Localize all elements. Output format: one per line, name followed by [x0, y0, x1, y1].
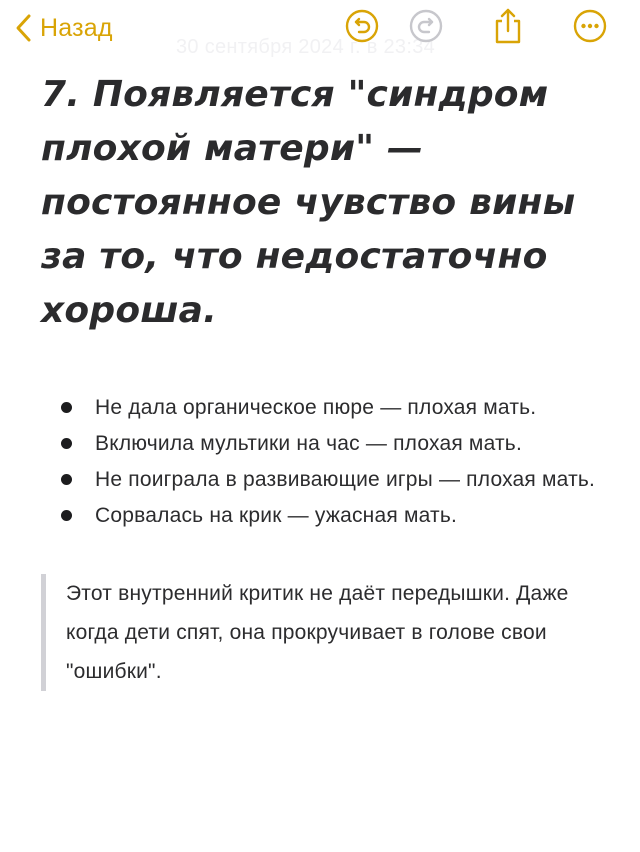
more-icon — [573, 9, 607, 48]
list-item — [41, 498, 601, 534]
block-quote — [41, 574, 601, 691]
toolbar — [0, 0, 640, 60]
share-icon — [492, 7, 524, 50]
note-date: 30 сентября 2024 г. в 23:34 — [176, 36, 436, 58]
list-item — [41, 426, 601, 462]
share-button[interactable] — [488, 8, 528, 48]
list-item-text: Сорвалась на крик — ужасная мать. — [95, 504, 457, 527]
undo-icon — [345, 9, 379, 48]
list-item — [41, 462, 601, 498]
chevron-left-icon — [14, 13, 32, 43]
note-body[interactable] — [41, 68, 601, 691]
undo-button[interactable] — [342, 8, 382, 48]
bullet-dot-icon — [61, 402, 72, 413]
list-item-text: Не поиграла в развивающие игры — плохая мать. — [95, 468, 596, 491]
back-button-label: Назад — [40, 13, 113, 42]
list-item-text: Не дала органическое пюре — плохая мать. — [95, 396, 537, 419]
redo-button[interactable] — [406, 8, 446, 48]
list-item — [41, 390, 601, 426]
redo-icon — [409, 9, 443, 48]
bullet-dot-icon — [61, 474, 72, 485]
bullet-dot-icon — [61, 438, 72, 449]
more-button[interactable] — [570, 8, 610, 48]
block-quote-text: Этот внутренний критик не даёт передышки. Даже когда дети спят, она прокручивает в голове свои "ошибки". — [66, 582, 569, 683]
back-button[interactable] — [14, 8, 113, 48]
bullet-dot-icon — [61, 510, 72, 521]
bullet-list — [41, 390, 601, 534]
list-item-text: Включила мультики на час — плохая мать. — [95, 432, 522, 455]
note-heading: 7. Появляется "синдром плохой матери" — постоянное чувство вины за то, что недостаточно хороша. — [41, 74, 576, 331]
